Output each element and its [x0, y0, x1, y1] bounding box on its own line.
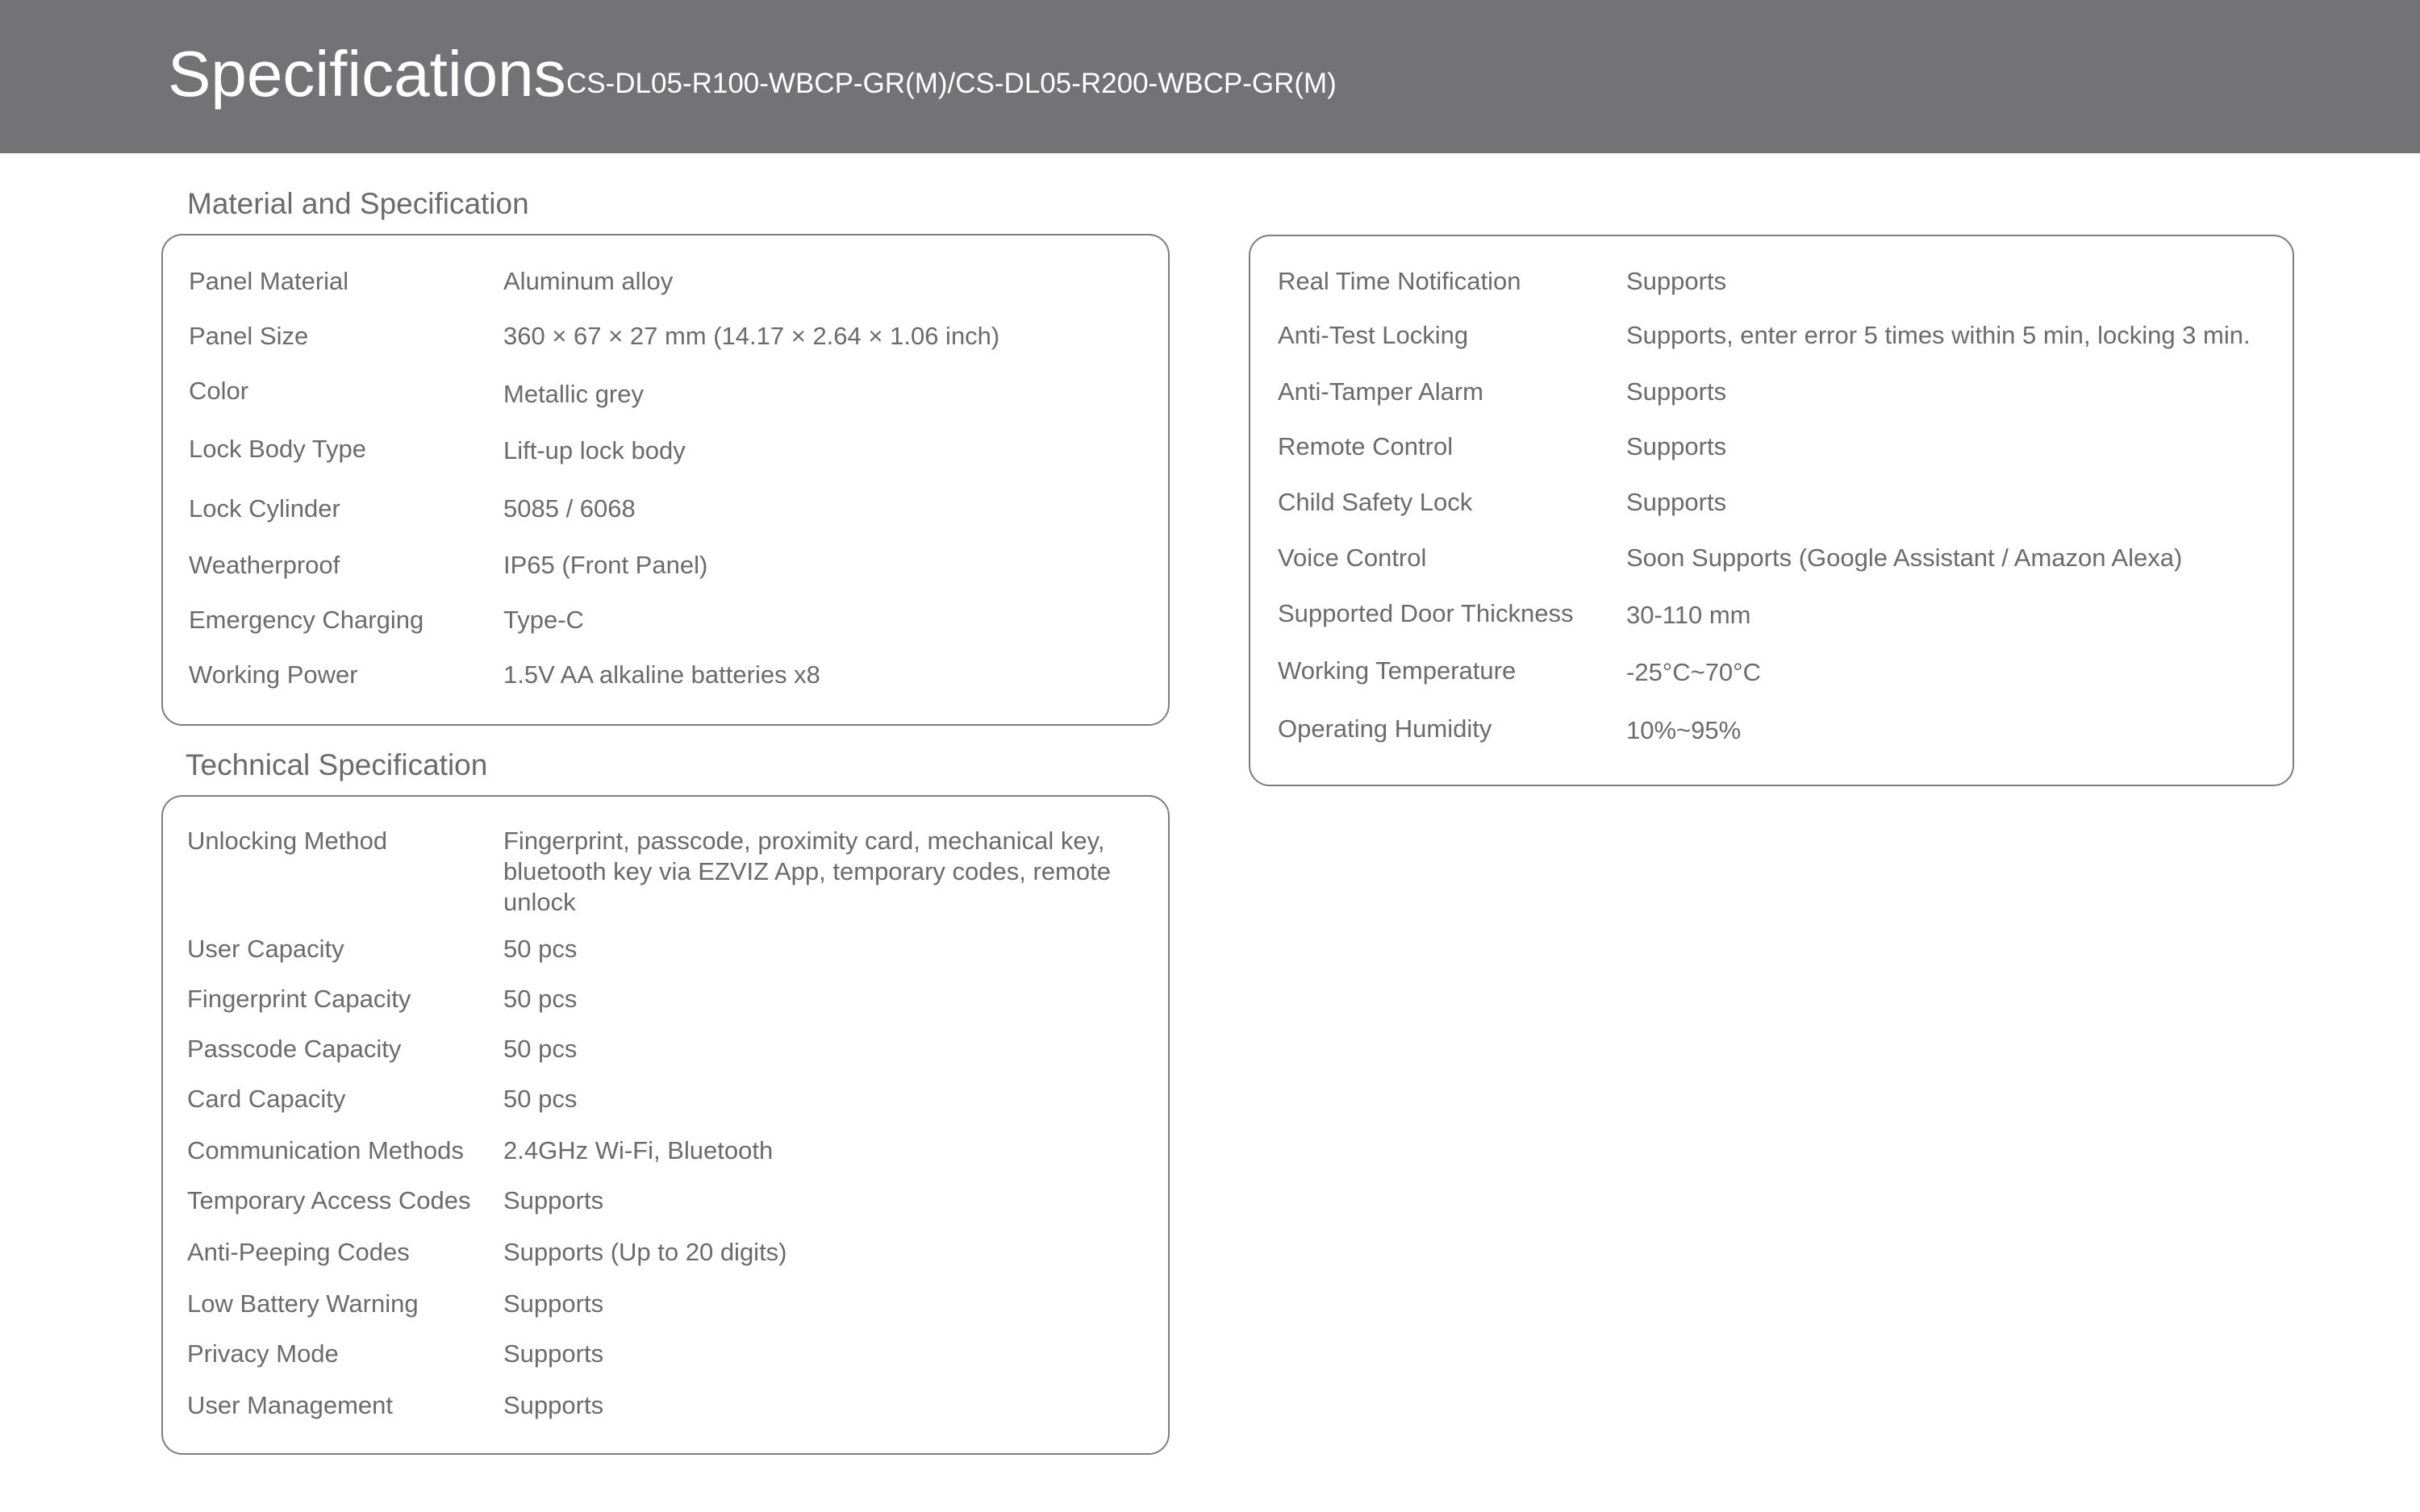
- spec-value: Aluminum alloy: [503, 267, 674, 295]
- spec-label: Lock Body Type: [189, 435, 367, 463]
- spec-label: Voice Control: [1278, 544, 1427, 572]
- spec-value: Fingerprint, passcode, proximity card, mechanical key, bluetooth key via EZVIZ App, temporary codes, remote unlock: [503, 827, 1111, 916]
- spec-label: Panel Size: [189, 322, 309, 350]
- spec-label: Passcode Capacity: [187, 1035, 402, 1063]
- spec-label: Real Time Notification: [1278, 267, 1521, 295]
- model-number: CS-DL05-R100-WBCP-GR(M)/CS-DL05-R200-WBCP-GR(M): [566, 68, 1337, 99]
- spec-label: Anti-Test Locking: [1278, 321, 1469, 349]
- spec-value: Metallic grey: [503, 380, 644, 408]
- spec-label: Remote Control: [1278, 432, 1454, 460]
- spec-value: Soon Supports (Google Assistant / Amazon Alexa): [1626, 544, 2183, 572]
- spec-value: Supports: [503, 1391, 604, 1419]
- spec-value: Supports (Up to 20 digits): [503, 1238, 787, 1266]
- features-spec-box: [1249, 235, 2294, 786]
- spec-label: Emergency Charging: [189, 606, 424, 634]
- spec-value: Supports: [1626, 432, 1727, 460]
- spec-label: Privacy Mode: [187, 1339, 339, 1368]
- spec-value: 50 pcs: [503, 1085, 578, 1113]
- spec-value: IP65 (Front Panel): [503, 551, 708, 579]
- spec-label: Temporary Access Codes: [187, 1186, 471, 1214]
- spec-label: Panel Material: [189, 267, 349, 295]
- spec-value: Supports: [503, 1289, 604, 1318]
- spec-value: 2.4GHz Wi-Fi, Bluetooth: [503, 1136, 774, 1164]
- spec-label: Anti-Tamper Alarm: [1278, 377, 1483, 406]
- spec-label: Unlocking Method: [187, 827, 388, 855]
- spec-label: Fingerprint Capacity: [187, 985, 411, 1013]
- spec-value: 360 × 67 × 27 mm (14.17 × 2.64 × 1.06 inch): [503, 322, 1000, 350]
- spec-label: Working Temperature: [1278, 656, 1517, 685]
- spec-label: Supported Door Thickness: [1278, 599, 1574, 627]
- spec-value: Supports: [1626, 488, 1727, 516]
- spec-value: Supports: [503, 1339, 604, 1368]
- technical-section-title: Technical Specification: [186, 748, 488, 781]
- spec-value: 1.5V AA alkaline batteries x8: [503, 660, 820, 689]
- technical-spec-box: [161, 795, 1170, 1455]
- spec-value: Supports: [1626, 377, 1727, 406]
- spec-value: 5085 / 6068: [503, 494, 636, 523]
- spec-label: User Management: [187, 1391, 394, 1419]
- material-section-title: Material and Specification: [187, 187, 529, 220]
- spec-value: Supports, enter error 5 times within 5 min, locking 3 min.: [1626, 321, 2251, 349]
- spec-value: Lift-up lock body: [503, 436, 686, 464]
- spec-label: Communication Methods: [187, 1136, 464, 1164]
- spec-value: Type-C: [503, 606, 584, 634]
- spec-value: -25°C~70°C: [1626, 658, 1761, 686]
- page-title: Specifications: [168, 38, 566, 110]
- spec-label: Child Safety Lock: [1278, 488, 1473, 516]
- spec-value: 10%~95%: [1626, 716, 1742, 744]
- spec-label: Low Battery Warning: [187, 1289, 419, 1318]
- spec-label: User Capacity: [187, 935, 344, 963]
- spec-label: Working Power: [189, 660, 358, 689]
- spec-label: Lock Cylinder: [189, 494, 340, 523]
- spec-value: Supports: [503, 1186, 604, 1214]
- spec-value: 50 pcs: [503, 1035, 578, 1063]
- spec-label: Operating Humidity: [1278, 714, 1492, 743]
- spec-value: Supports: [1626, 267, 1727, 295]
- spec-value: 50 pcs: [503, 935, 578, 963]
- spec-label: Color: [189, 377, 249, 405]
- header-band: [0, 0, 2420, 153]
- spec-label: Weatherproof: [189, 551, 340, 579]
- spec-value: 30-110 mm: [1626, 601, 1751, 629]
- material-spec-box: [161, 234, 1170, 726]
- spec-label: Anti-Peeping Codes: [187, 1238, 410, 1266]
- spec-label: Card Capacity: [187, 1085, 346, 1113]
- spec-value: 50 pcs: [503, 985, 578, 1013]
